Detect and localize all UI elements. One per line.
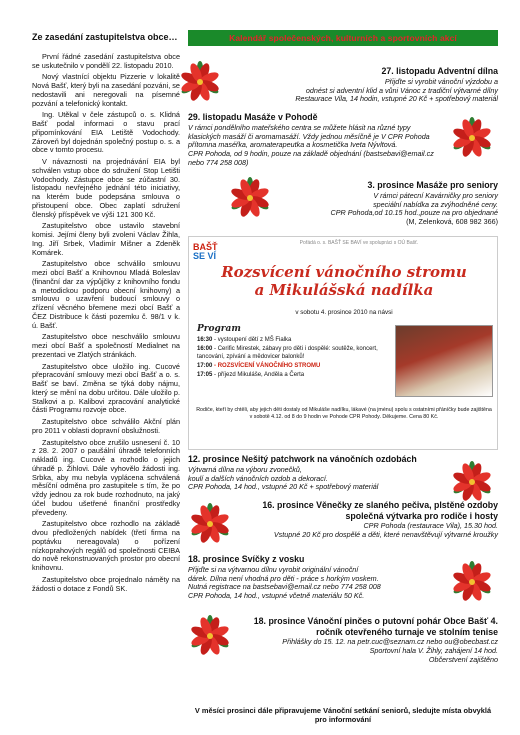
council-paragraph: Ing. Utěkal v čele zástupců o. s. Klidná Bašť podal informaci o stavu prací připomínkování EIA Letiště Vodochody. Zároveň byl dojednán společný postup o. s. a obce v tomto procesu. — [32, 110, 180, 155]
event-line: Občerstvení zajištěno — [428, 655, 498, 664]
event-line: CPR Pohoda (restaurace Vila), 15.30 hod. — [363, 521, 498, 531]
poinsettia-icon — [228, 176, 272, 220]
event-line: speciální nabídka za zvýhodněné ceny. — [373, 199, 498, 209]
council-paragraph: Zastupitelstvo obce schválilo Akční plán pro 2011 v oblasti dopravní obslužnosti. — [32, 417, 180, 435]
event-line: Restaurace Vila, 14 hodin, vstupné 20 Kč + spotřebový materiál — [295, 94, 498, 104]
bast-se-bavi-logo: BAŠŤ SE VÍ — [193, 242, 218, 261]
event-line: Přijďte si na výtvarnou dílnu vyrobit originální vánoční — [188, 564, 359, 574]
calendar-banner: Kalendář společenských, kulturních a sportovních akcí — [188, 30, 498, 46]
event-title: 12. prosince Nešitý patchwork na vánočních ozdobách — [188, 454, 417, 464]
event-line: klasických masáží či aromamasáží. Vždy jednou měsíčně je V CPR Pohoda přítomna maséřka, aromaterapeutka a kosmetička Iveta Nývltová. — [188, 131, 430, 150]
christmas-tree-poster — [188, 236, 498, 450]
event-title: 27. listopadu Adventní dílna — [381, 66, 498, 76]
poinsettia-icon — [450, 116, 494, 160]
poinsettia-icon — [178, 60, 222, 104]
event-line: CPR Pohoda, 14 hod., vstupné včetně materiálu 50 Kč. — [188, 591, 365, 601]
event-line: CPR Pohoda, 14 hod., vstupné 20 Kč + spotřebový materiál — [188, 482, 379, 492]
council-paragraph: Zastupitelstvo obce neschválilo smlouvu mezi obcí Bašť a společností Medialnet na prezentaci ve Zlatých stránkách. — [32, 332, 180, 359]
events-calendar — [188, 30, 498, 725]
event-advent-workshop — [188, 66, 498, 104]
event-line: Výtvarná dílna na výboru zvonečků, — [188, 464, 302, 474]
poster-program — [197, 323, 387, 379]
event-massage — [188, 112, 448, 168]
council-meeting-column — [32, 32, 180, 596]
poster-date: v sobotu 4. prosince 2010 na návsi — [295, 309, 393, 316]
program-item: 17:05 - příjezd Mikuláše, Anděla a Čerta — [197, 371, 305, 378]
event-line: Vstupné 20 Kč pro dospělé a děti, které nenavštěvují výtvarné kroužky — [273, 530, 498, 540]
event-line: (M, Zelenková, 608 982 366) — [406, 217, 498, 227]
event-title: 18. prosince Vánoční pinčes o putovní pohár Obce Bašť 4. ročník otevřeného turnaje ve stolním tenise — [253, 616, 498, 637]
event-patchwork — [188, 454, 438, 492]
event-title: 29. listopadu Masáže v Pohodě — [188, 112, 318, 122]
event-line: Přijďte si vyrobit vánoční výzdobu a — [384, 76, 498, 86]
council-paragraph: Zastupitelstvo obce uložilo ing. Cucové přepracování smlouvy mezi obcí Bašť a o. s. Bašť se baví. Změna se týká doby nájmu, který se mění na dobu určitou. Dále uložilo p. Stalkovi a p. Kalibovi zpracování analytické části Programu rozvoje obce. — [32, 361, 180, 415]
council-paragraph: V návaznosti na projednávání EIA byl schválen vstup obce do sdružení Stop Letišti Vodochody. Zástupce obce se zúčastní 30. listopadu nevřejného jednání této iniciativy, na kterém bude podepsána smlouva o přistoupení obce. Obec zaplatí sdružení členský příspěvek ve výši 121 300 Kč. — [32, 157, 180, 219]
event-line: CPR Pohoda,od 10.15 hod.,pouze na pro objednané — [330, 208, 498, 218]
council-paragraph: Zastupitelstvo obce rozhodlo na základě dvou předložených nabídek (třetí firma na poptávku nereagovala) o pořízení nízkoprahových regálů od společnosti CEIBA do nově rekonstruovaných prostor pro obecní knihovnu. — [32, 519, 180, 573]
event-line: V rámci pondělního mateřského centra se můžete hlásit na různé typy — [188, 122, 411, 132]
event-line: CPR Pohoda, od 9 hodin, pouze na základě objednání (bastsebavi@email.cz nebo 774 258 008) — [188, 149, 434, 167]
council-paragraph: Zastupitelstvo obce projednalo náměty na žádosti o dotace z Fondů SK. — [32, 574, 180, 593]
event-line: koulí a dalších vánočních ozdob a dekorací. — [188, 473, 328, 483]
poster-note: Rodiče, kteří by chtěli, aby jejich děti dostaly od Mikuláše nadílku, lákavé (na jménu) spolu s ostatními přáníčky bude zajištěna v sobotě 4.12. od 8 do 9 hodin ve Pohode CPR Pohody. Děkujeme. Cena 80 Kč. — [196, 407, 492, 420]
event-candles — [188, 554, 438, 601]
poster-organizer: Pořádá o. s. BAŠŤ SE BAVÍ ve spolupráci s OÚ Bašť. — [299, 240, 419, 246]
event-title: 16. prosince Věnečky ze slaného pečiva, plstěné ozdoby společná výtvarka pro rodiče i hosty — [262, 500, 498, 521]
poinsettia-icon — [450, 560, 494, 604]
event-line: dárek. Dílna není vhodná pro děti - práce s horkým voskem. — [188, 573, 379, 583]
poster-title: Rozsvícení vánočního stromu a Mikulášská nadílka — [221, 263, 467, 299]
council-paragraph: Zastupitelstvo obce schválilo smlouvu mezi obcí Bašť a Knihovnou Mladá Boleslav (finanční dar za výpůjčky z knihovního fondu a metodickou podporu obecní knihovny) a smlouvu o uzavření budoucí smlouvy o zřízení věcného břemene mezi obcí Bašť a ČEZ Distribuce k části pozemku č. 98/1 v k. ú. Bašť. — [32, 259, 180, 330]
event-line: Přihlášky do 15. 12. na petr.cuc@seznam.cz nebo ou@obecbast.cz — [282, 637, 498, 647]
council-paragraph: Zastupitelstvo obce zrušilo usnesení č. 10 z 28. 2. 2007 o paušální úhradě telefonních nákladů ing. Cucové a rozhodlo o jejich úhradě p. Žihlovi. Dále vyhovělo žádosti ing. Srbka, aby mu nebyla vyplácena schválená měsíční odměna pro zastupitele s tím, že po vždy jednou za rok bude rozhodnuto, na jaký účel budou ušetřené finanční prostředky převedeny. — [32, 437, 180, 517]
event-wreaths — [238, 500, 498, 540]
calendar-footer: V měsíci prosinci dále připravujeme Vánoční setkání seniorů, sledujte místa obvyklá pro informování — [194, 706, 492, 725]
poinsettia-icon — [188, 614, 232, 658]
program-item: 17:00 - ROZSVÍCENÍ VÁNOČNÍHO STROMU — [197, 363, 321, 370]
event-title: 18. prosince Svíčky z vosku — [188, 554, 305, 564]
event-title: 3. prosince Masáže pro seniory — [367, 180, 498, 190]
council-paragraph: První řádné zasedání zastupitelstva obce se uskutečnilo v pondělí 22. listopadu 2010. — [32, 51, 180, 70]
program-item: 16:00 - Cerific Mirestek, zábavy pro děti i dospělé: soutěže, koncert, tancování, zpívání a mědovicer balonků! — [197, 345, 378, 361]
poinsettia-icon — [450, 460, 494, 504]
council-paragraph: Zastupitelstvo obce ustavilo stavební komisi. Jejími členy byli zvoleni Václav Žihla, Ing. Jiří Srbek, Vladimír Mišner a Zdeněk Komárek. — [32, 221, 180, 257]
council-heading: Ze zasedání zastupitelstva obce… — [32, 32, 178, 42]
program-heading: Program — [197, 324, 241, 334]
council-paragraph: Nový vlastnící objektu Pizzerie v lokalitě Nová Bašť, který byli na zasedání pozváni, se nedostavili ani neregovali na písemné pozvání a telefonický kontakt. — [32, 72, 180, 108]
poinsettia-icon — [188, 502, 232, 546]
event-line: odnést si adventní klid a vůni Vánoc z tradiční výtvarné dílny — [305, 85, 498, 95]
santa-photo — [395, 325, 493, 397]
event-line: Nutná registrace na bastsebavi@email.cz nebo 774 258 008 — [188, 582, 381, 592]
program-item: 16:30 - vystoupení dětí z MŠ Fialka — [197, 337, 292, 344]
event-line: V rámci pátecní Kavárničky pro seniory — [373, 190, 498, 200]
event-table-tennis — [248, 616, 498, 665]
event-line: Sportovní hala V. Žihly, zahájení 14 hod. — [369, 646, 498, 656]
